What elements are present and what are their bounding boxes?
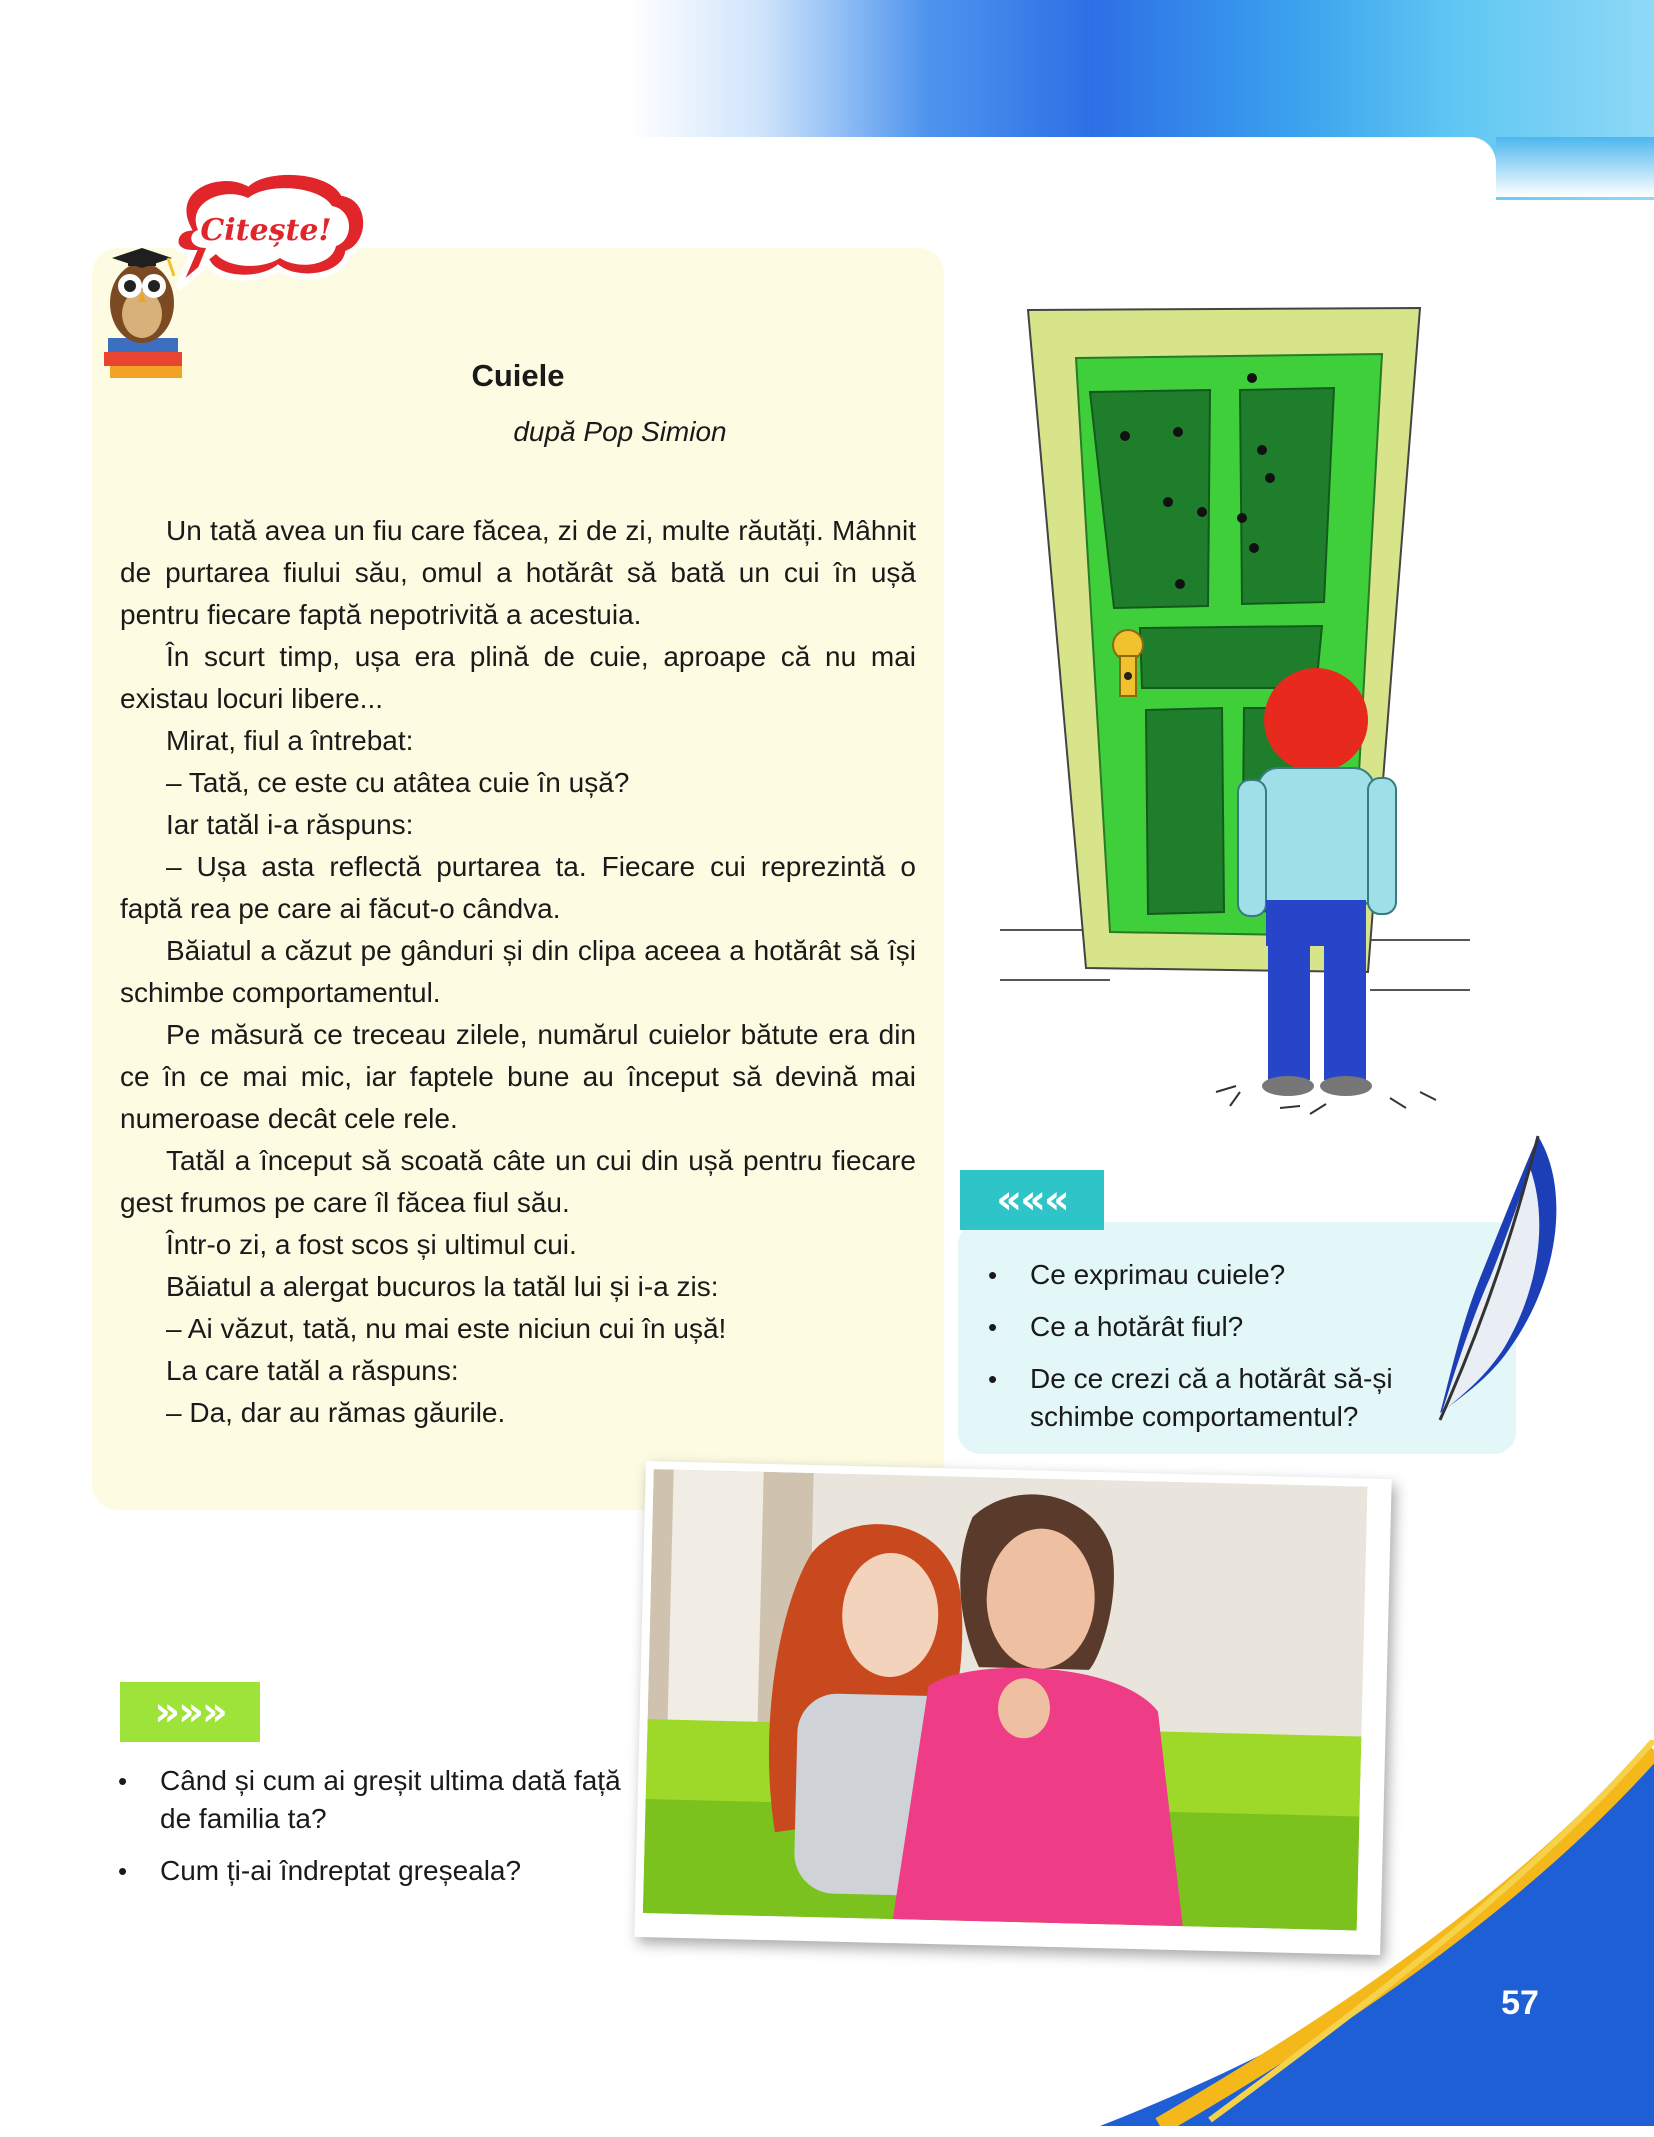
question-text: Ce a hotărât fiul? bbox=[1030, 1311, 1244, 1342]
door-illustration bbox=[990, 300, 1490, 1130]
list-item bbox=[110, 1852, 630, 1890]
question-text: Când și cum ai greșit ultima dată față de familia ta? bbox=[160, 1765, 621, 1834]
questions-list-left bbox=[110, 1762, 630, 1904]
story-author: după Pop Simion bbox=[513, 416, 727, 447]
page-number: 57 bbox=[1501, 1984, 1539, 2022]
question-text: De ce crezi că a hotărât să-și schimbe comportamentul? bbox=[1030, 1363, 1393, 1432]
story-paragraph: Un tată avea un fiu care făcea, zi de zi, multe răutăți. Mâhnit de purtarea fiului său, omul a hotărât să bată un cui în ușă pentru fiecare faptă nepotrivită a acestuia. bbox=[120, 515, 916, 630]
questions-list-right bbox=[980, 1256, 1480, 1450]
bullet-icon: • bbox=[988, 1364, 998, 1394]
question-text: Cum ți-ai îndreptat greșeala? bbox=[160, 1855, 522, 1886]
story-paragraph: Tatăl a început să scoată câte un cui din ușă pentru fiecare gest frumos pe care îl făcea fiul său. bbox=[120, 1145, 916, 1218]
header-corner-band bbox=[1496, 137, 1654, 197]
story-paragraph: – Da, dar au rămas găurile. bbox=[166, 1397, 506, 1428]
story-paragraph: Băiatul a alergat bucuros la tatăl lui și i-a zis: bbox=[166, 1271, 719, 1302]
feather-icon bbox=[1420, 1128, 1570, 1428]
story-paragraph: Pe măsură ce treceau zilele, numărul cuielor bătute era din ce în ce mai mic, iar faptele bune au început să devină mai numeroase decât cele rele. bbox=[120, 1019, 916, 1134]
story-title: Cuiele bbox=[471, 358, 565, 393]
story-paragraph: Într-o zi, a fost scos și ultimul cui. bbox=[166, 1229, 577, 1260]
story-paragraph: Mirat, fiul a întrebat: bbox=[166, 725, 414, 756]
corner-swoosh bbox=[1100, 1740, 1654, 2126]
story-paragraph: În scurt timp, ușa era plină de cuie, aproape că nu mai existau locuri libere... bbox=[120, 641, 916, 714]
questions-tag-right: ««« bbox=[960, 1170, 1104, 1230]
story-paragraph: Iar tatăl i-a răspuns: bbox=[166, 809, 414, 840]
bullet-icon: • bbox=[118, 1856, 128, 1886]
story-paragraph: – Ai văzut, tată, nu mai este niciun cui în ușă! bbox=[166, 1313, 727, 1344]
story-paragraph: – Ușa asta reflectă purtarea ta. Fiecare cui reprezintă o faptă rea pe care ai făcut-o cândva. bbox=[120, 851, 916, 924]
owl-icon bbox=[104, 248, 182, 378]
bullet-icon: • bbox=[988, 1312, 998, 1342]
list-item bbox=[980, 1256, 1480, 1294]
citeste-badge bbox=[98, 168, 378, 388]
story-paragraph: – Tată, ce este cu atâtea cuie în ușă? bbox=[166, 767, 630, 798]
bullet-icon: • bbox=[118, 1766, 128, 1796]
questions-tag-left: »»» bbox=[120, 1682, 260, 1742]
story-paragraph: Băiatul a căzut pe gânduri și din clipa aceea a hotărât să își schimbe comportamentul. bbox=[120, 935, 916, 1008]
bullet-icon: • bbox=[988, 1260, 998, 1290]
badge-label: Citește! bbox=[200, 213, 332, 248]
question-text: Ce exprimau cuiele? bbox=[1030, 1259, 1286, 1290]
list-item bbox=[980, 1308, 1480, 1346]
story-text bbox=[120, 510, 916, 1434]
list-item bbox=[980, 1360, 1480, 1436]
list-item bbox=[110, 1762, 630, 1838]
story-paragraph: La care tatăl a răspuns: bbox=[166, 1355, 459, 1386]
